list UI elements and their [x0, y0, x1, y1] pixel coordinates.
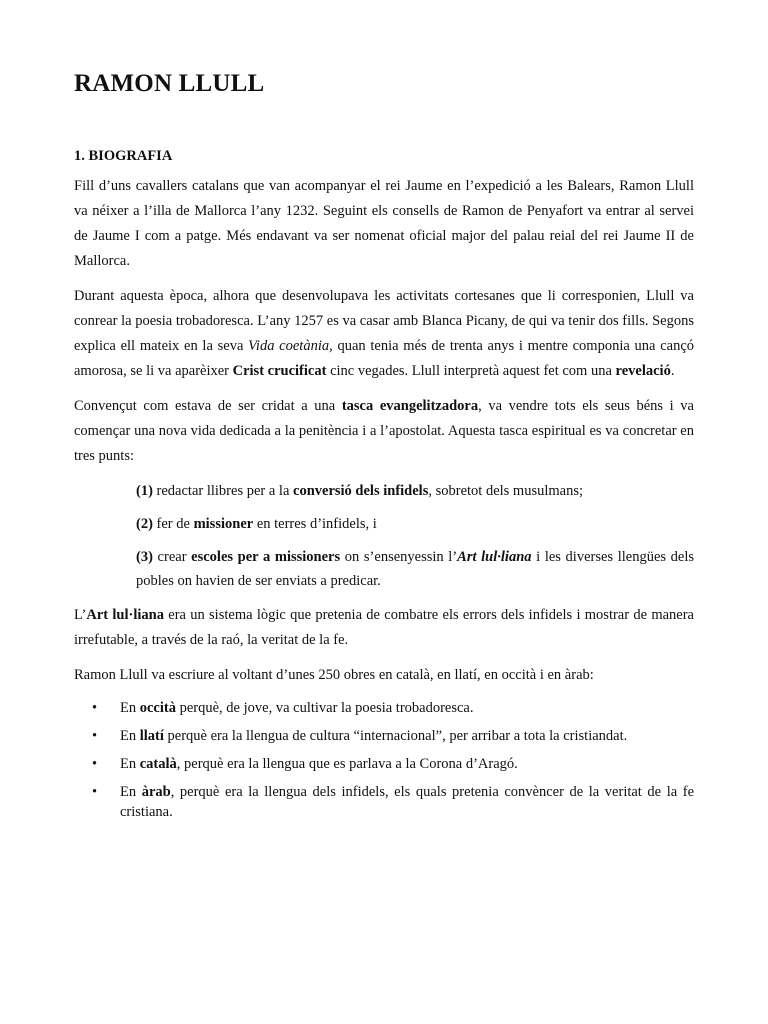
text-run: L’ — [74, 607, 87, 623]
section-heading: 1. BIOGRAFIA — [74, 148, 173, 164]
text-run: fer de — [152, 516, 194, 532]
bold-text: Art lul·liana — [86, 607, 164, 623]
bullet-item — [74, 782, 694, 822]
text-run: En — [120, 700, 140, 716]
bold-text: tasca evangelitzadora — [341, 398, 479, 414]
bullet-item — [74, 698, 694, 718]
document-body — [74, 174, 694, 830]
bold-text: (2) — [136, 516, 153, 532]
text-run: redactar llibres per a la — [152, 483, 294, 499]
text-run: Convençut com estava de ser cridat a una — [74, 398, 342, 414]
bullet-icon: • — [92, 784, 98, 800]
bold-text: conversió dels infidels — [293, 483, 429, 499]
bold-text: escoles per a missioners — [191, 549, 341, 565]
text-run: , sobretot dels musulmans; — [428, 483, 584, 499]
paragraph — [74, 394, 694, 469]
bold-text: llatí — [139, 728, 164, 744]
bold-text: àrab — [141, 784, 171, 800]
text-run: en terres d’infidels, i — [253, 516, 377, 532]
bold-text: revelació — [615, 363, 671, 379]
bullet-item — [74, 726, 694, 746]
text-run: on s’ensenyessin l’ — [340, 549, 458, 565]
text-run: i les diverses llengües dels pobles on havien de ser enviats a predicar. — [136, 549, 695, 589]
text-run: En — [120, 784, 142, 800]
text-run: era un sistema lògic que pretenia de combatre els errors dels infidels i mostrar de manera irrefutable, a través de la raó, la veritat de la fe. — [74, 607, 694, 648]
text-run: crear — [152, 549, 192, 565]
bullet-list — [74, 698, 694, 822]
text-run: En — [120, 756, 140, 772]
bold-text: (1) — [136, 483, 153, 499]
paragraph — [74, 603, 694, 653]
text-run: Fill d’uns cavallers catalans que van acompanyar el rei Jaume en l’expedició a les Balears, Ramon Llull va néixer a l’illa de Mallorca l’any 1232. Seguint els consells de Ramon de Penyafort va entrar al servei de Jaume I com a patge. Més endavant va ser nomenat oficial major del palau reial del rei Jaume II de Mallorca. — [74, 178, 694, 269]
numbered-point — [74, 512, 694, 536]
bold-text: missioner — [193, 516, 254, 532]
bold-text: Crist crucificat — [232, 363, 327, 379]
paragraphs-b — [74, 603, 694, 688]
text-run: Durant aquesta època, alhora que desenvolupava les activitats cortesanes que li corresponien, Llull va conrear la poesia trobadoresca. L’any 1257 es va casar amb Blanca Picany, de qui va tenir dos fills. Segons explica ell mateix en la seva — [74, 288, 694, 354]
bold-text: català — [139, 756, 177, 772]
text-run: . — [670, 363, 675, 379]
text-run: perquè, de jove, va cultivar la poesia trobadoresca. — [175, 700, 474, 716]
bullet-icon: • — [92, 756, 98, 772]
bullet-item — [74, 754, 694, 774]
numbered-point — [74, 545, 694, 593]
numbered-points — [74, 479, 694, 593]
paragraphs-a — [74, 174, 694, 469]
numbered-point — [74, 479, 694, 503]
text-run: perquè era la llengua de cultura “internacional”, per arribar a tota la cristiandat. — [163, 728, 628, 744]
document-title: RAMON LLULL — [74, 70, 265, 97]
text-run: Ramon Llull va escriure al voltant d’unes 250 obres en català, en llatí, en occità i en àrab: — [74, 667, 594, 683]
paragraph — [74, 284, 694, 384]
bold-italic-text: Art lul·liana — [457, 549, 532, 565]
text-run: , va vendre tots els seus béns i va començar una nova vida dedicada a la penitència i a l’apostolat. Aquesta tasca espiritual es va concretar en tres punts: — [74, 398, 694, 464]
text-run: , perquè era la llengua que es parlava a la Corona d’Aragó. — [176, 756, 518, 772]
paragraph — [74, 174, 694, 274]
italic-text: Vida coetània, — [248, 338, 333, 354]
text-run: quan tenia més de trenta anys i mentre componia una cançó amorosa, se li va aparèixer — [74, 338, 695, 379]
text-run: En — [120, 728, 140, 744]
paragraph — [74, 663, 694, 688]
text-run: cinc vegades. Llull interpretà aquest fet com una — [326, 363, 616, 379]
bold-text — [457, 549, 531, 565]
bold-text: occità — [139, 700, 176, 716]
bullet-icon: • — [92, 700, 98, 716]
text-run: , perquè era la llengua dels infidels, els quals pretenia convèncer de la veritat de la fe cristiana. — [120, 784, 695, 820]
bold-text: (3) — [136, 549, 153, 565]
bullet-icon: • — [92, 728, 98, 744]
